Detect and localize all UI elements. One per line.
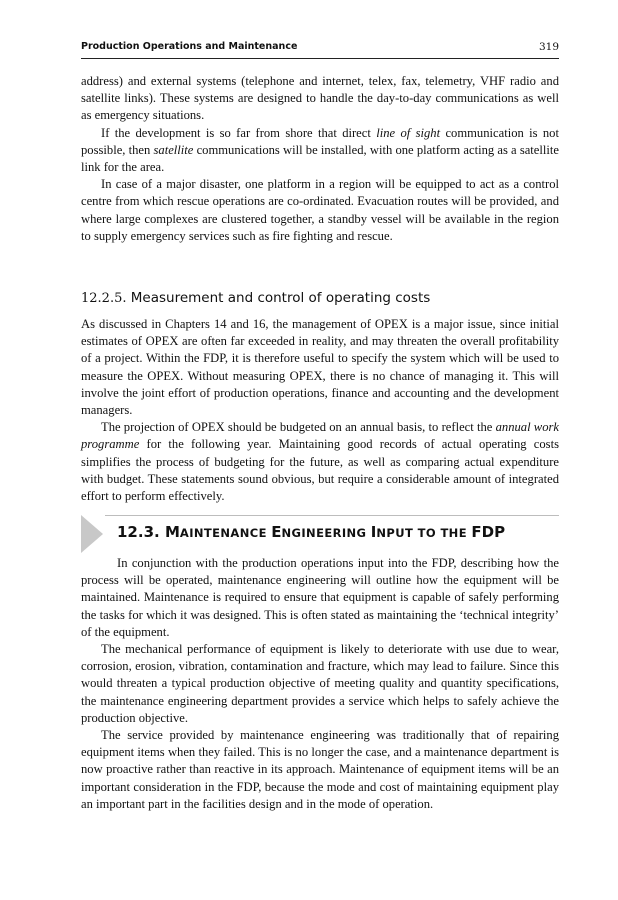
body-block-communications bbox=[81, 73, 559, 245]
section-rule bbox=[105, 515, 559, 516]
text-run: The projection of OPEX should be budgeted on an annual basis, to reflect the bbox=[101, 420, 496, 435]
page-number: 319 bbox=[538, 41, 559, 53]
paragraph: The mechanical performance of equipment is likely to deteriorate with use due to wear, corrosion, erosion, vibration, contamination and fracture, which may lead to failure. Since this would threaten a typical production objective of meeting quality and quantity specifications, the maintenance engineering department provides a service which helps to safely achieve the production objective. bbox=[81, 642, 559, 725]
section-title bbox=[117, 523, 505, 541]
italic-term: satellite bbox=[153, 142, 194, 157]
section-number: 12.3. bbox=[117, 523, 160, 541]
text-run: communication is not possible, then bbox=[81, 125, 559, 157]
text-run: If the development is so far from shore that direct bbox=[101, 125, 377, 140]
paragraph: In conjunction with the production operations input into the FDP, describing how the process will be operated, maintenance engineering will outline how the equipment will be maintained. Maintenance is required to ensure that equipment is capable of safely performing the tasks for which it was designed. This is often stated as maintaining the ‘technical integrity’ of the equipment. bbox=[81, 556, 559, 639]
body-block-maintenance bbox=[81, 555, 559, 813]
chapter-title: Production Operations and Maintenance bbox=[81, 41, 298, 52]
italic-term: line of sight bbox=[376, 125, 441, 140]
title-part: NGINEERING bbox=[281, 526, 371, 540]
running-header bbox=[81, 41, 559, 55]
subsection-title: Measurement and control of operating costs bbox=[130, 290, 431, 306]
paragraph: The service provided by maintenance engineering was traditionally that of repairing equipment items when they failed. This is no longer the case, and a maintenance department is now proactive rather than reactive in its approach. Maintenance of equipment items will be an important consideration in the FDP, because the mode and cost of maintaining equipment play an important part in the facilities design and in the mode of operation. bbox=[81, 728, 559, 811]
title-part: FDP bbox=[471, 523, 506, 541]
subsection-number: 12.2.5. bbox=[81, 291, 127, 306]
title-part: AINTENANCE bbox=[179, 526, 272, 540]
title-part: E bbox=[271, 523, 282, 541]
body-block-opex bbox=[81, 316, 559, 505]
title-part: NPUT TO THE bbox=[376, 526, 472, 540]
italic-term: annual work programme bbox=[81, 420, 559, 452]
paragraph: As discussed in Chapters 14 and 16, the management of OPEX is a major issue, since initial estimates of OPEX are often far exceeded in reality, and may threaten the overall profitability of a project. Within the FDP, it is therefore useful to specify the system which will be used to measure the OPEX. Without measuring OPEX, there is no chance of managing it. This will involve the joint effort of production operations, finance and accounting and the development managers. bbox=[81, 317, 559, 418]
text-run: for the following year. Maintaining good records of actual operating costs simplifies the process of budgeting for the future, as well as comparing actual expenditure with budget. These statements sound obvious, but require a considerable amount of integrated effort to perform effectively. bbox=[81, 437, 559, 504]
title-part: M bbox=[164, 523, 180, 541]
title-part: I bbox=[370, 523, 377, 541]
subsection-heading bbox=[81, 290, 559, 306]
paragraph bbox=[81, 125, 559, 177]
paragraph: address) and external systems (telephone and internet, telex, fax, telemetry, VHF radio and satellite links). These systems are designed to handle the day-to-day communications as well as emergency situations. bbox=[81, 74, 559, 123]
section-arrow-icon bbox=[81, 515, 103, 553]
paragraph bbox=[81, 419, 559, 505]
header-rule bbox=[81, 58, 559, 59]
text-run: communications will be installed, with one platform acting as a satellite link for the area. bbox=[81, 142, 559, 175]
section-heading bbox=[81, 515, 559, 553]
paragraph: In case of a major disaster, one platform in a region will be equipped to act as a control centre from which rescue operations are co-ordinated. Evacuation routes will be provided, and where large complexes are clustered together, a standby vessel will be available in the region to supply emergency services such as fire fighting and rescue. bbox=[81, 177, 559, 243]
